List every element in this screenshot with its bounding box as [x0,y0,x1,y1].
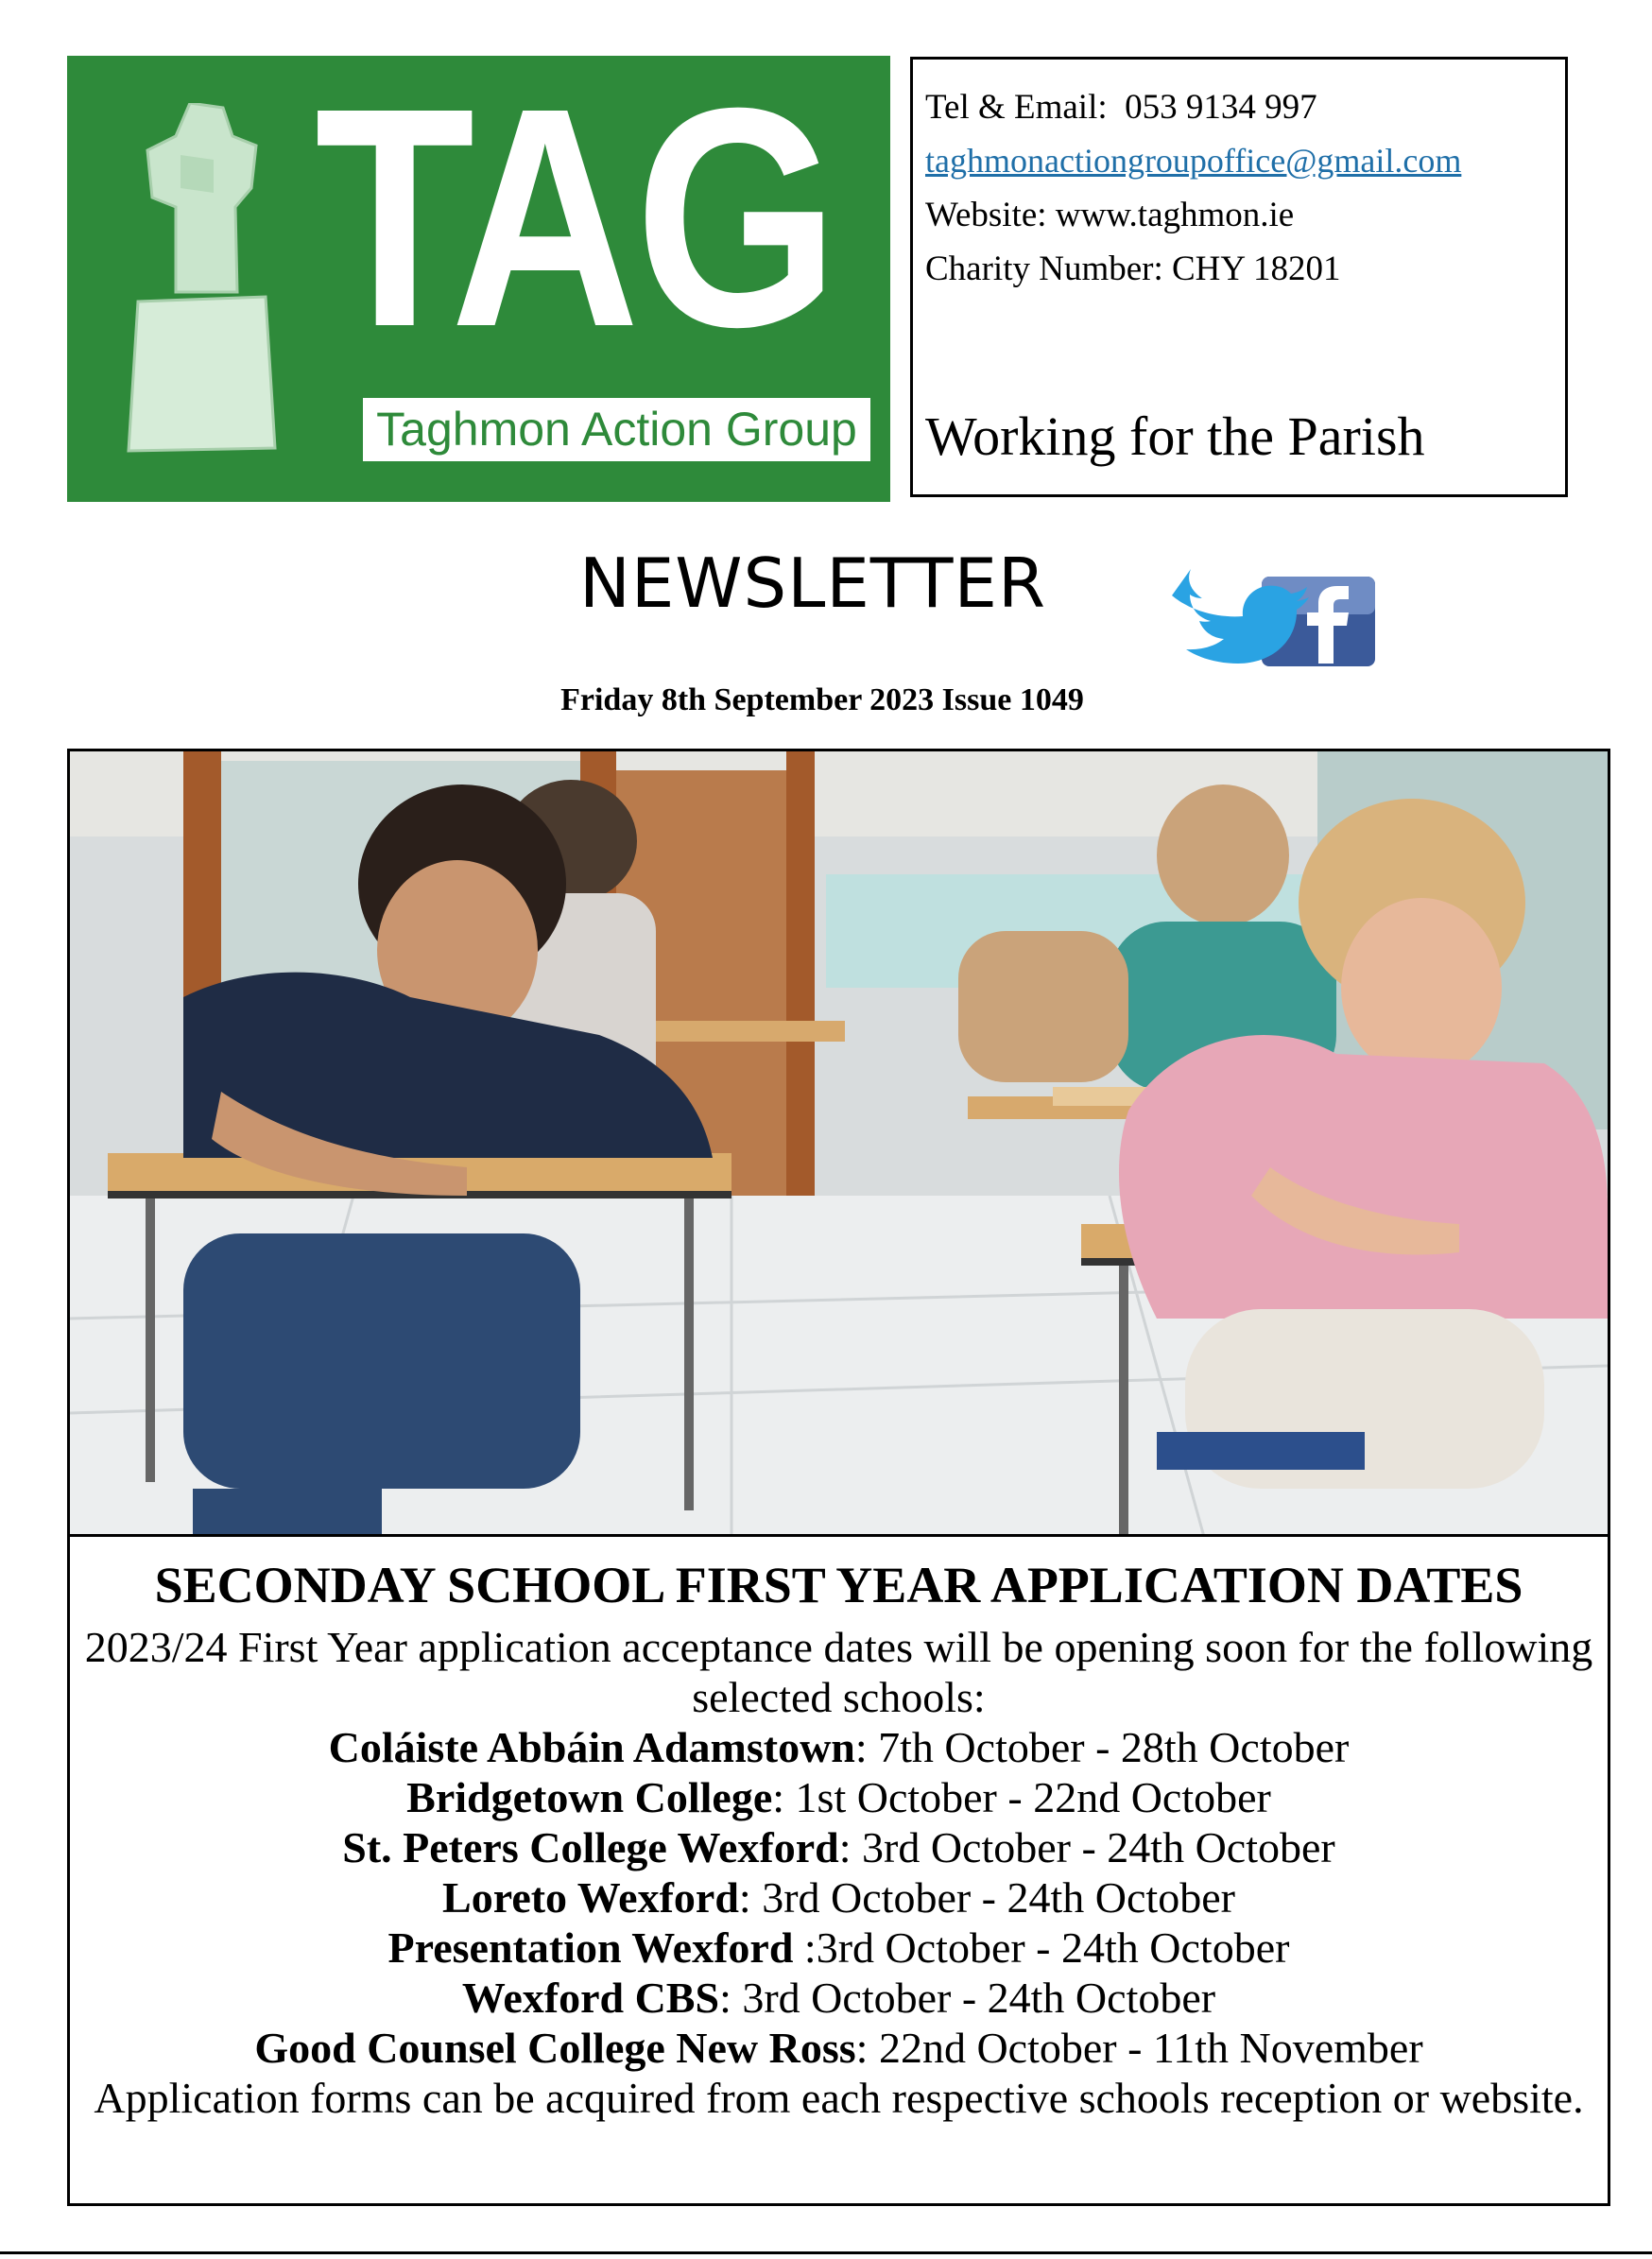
school-dates: : 22nd October - 11th November [855,2024,1423,2072]
school-name: St. Peters College Wexford [342,1823,839,1871]
article-box [67,1537,1610,2206]
school-line [70,1872,1608,1923]
issue-line: Friday 8th September 2023 Issue 1049 [560,682,1084,717]
logo-letters: TAG [315,43,835,391]
school-line [70,1772,1608,1822]
charity-line: Charity Number: CHY 18201 [925,250,1341,288]
school-dates: :3rd October - 24th October [793,1923,1290,1972]
social-icons [1167,569,1380,673]
school-dates: : 3rd October - 24th October [719,1974,1216,2022]
tel-line [925,80,1565,134]
school-line [70,1822,1608,1872]
article-heading: SECONDAY SCHOOL FIRST YEAR APPLICATION DATES [154,1557,1523,1613]
school-line [70,1973,1608,2023]
school-name: Bridgetown College [406,1773,773,1821]
exam-photo [67,749,1610,1537]
school-line [70,1923,1608,1973]
school-dates: : 7th October - 28th October [854,1723,1350,1771]
article-intro: 2023/24 First Year application acceptance dates will be opening soon for the following selected schools: [84,1623,1593,1721]
stone-cross-icon [124,103,284,453]
email-line [925,134,1565,188]
school-name: Presentation Wexford [387,1923,794,1972]
article-footer: Application forms can be acquired from each respective schools reception or website. [94,2074,1584,2122]
school-line [70,2023,1608,2073]
school-name: Good Counsel College New Ross [254,2024,856,2072]
contact-box [910,57,1568,497]
tel-label: Tel & Email: [925,88,1108,127]
school-dates: : 3rd October - 24th October [838,1823,1335,1871]
tag-logo [67,43,890,502]
school-dates: : 1st October - 22nd October [772,1773,1271,1821]
school-name: Loreto Wexford [442,1873,739,1922]
motto: Working for the Parish [925,405,1425,467]
phone-number: 053 9134 997 [1125,88,1317,127]
email-link[interactable]: taghmonactiongroupoffice@gmail.com [925,142,1462,180]
school-dates: : 3rd October - 24th October [738,1873,1235,1922]
newsletter-title: NEWSLETTER [578,543,1047,623]
bottom-divider [0,2251,1652,2254]
school-name: Wexford CBS [461,1974,720,2022]
school-name: Coláiste Abbáin Adamstown [328,1723,855,1771]
website-line: Website: www.taghmon.ie [925,196,1295,234]
school-line [70,1722,1608,1772]
logo-subtitle: Taghmon Action Group [363,398,870,461]
